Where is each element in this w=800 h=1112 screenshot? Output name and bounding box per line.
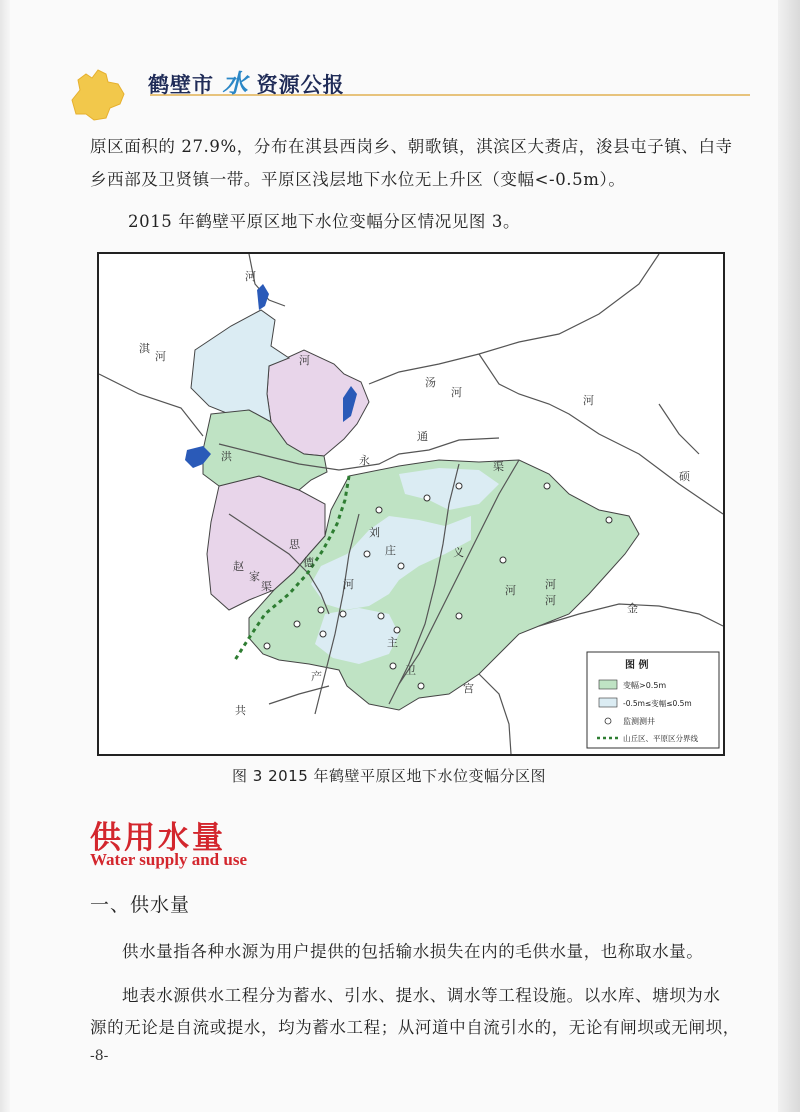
header-title-prefix: 鹤壁市	[148, 73, 214, 97]
figure-caption: 图 3 2015 年鹤壁平原区地下水位变幅分区图	[232, 767, 547, 785]
map-label-jia: 家	[249, 570, 260, 583]
legend-swatch-stable	[599, 698, 617, 707]
map-label-liu: 刘	[369, 526, 380, 539]
groundwater-zoning-map	[97, 252, 725, 756]
body-line-1: 原区面积的 27.9%，分布在淇县西岗乡、朝歌镇，淇滨区大赉店，浚县屯子镇、白寺	[90, 137, 733, 156]
map-label-qu: 渠	[493, 460, 504, 473]
map-label-yi: 义	[453, 546, 464, 559]
section-paragraph-1: 供水量指各种水源为用户提供的包括输水损失在内的毛供水量，也称取水量。	[122, 942, 704, 961]
map-label-jin: 金	[627, 602, 638, 615]
map-label-tong: 通	[417, 430, 428, 443]
map-label-qu2: 渠	[261, 580, 272, 593]
map-label-gong: 共	[235, 704, 246, 717]
map-label-zhu: 主	[387, 636, 398, 649]
page-edge-left	[0, 0, 10, 1112]
header-title-water: 水	[222, 69, 249, 98]
legend-swatch-rise	[599, 680, 617, 689]
map-label-he7: 河	[343, 578, 354, 591]
section-subtitle: Water supply and use	[90, 850, 247, 869]
hebi-map-logo-icon	[62, 60, 136, 126]
map-label-yang: 汤	[425, 376, 436, 389]
header-title	[148, 64, 345, 100]
legend-label-rise: 变幅>0.5m	[623, 681, 667, 690]
map-label-he6: 河	[505, 584, 516, 597]
sub-heading: 一、供水量	[90, 894, 191, 916]
map-label-heng: 洪	[221, 450, 232, 463]
map-label-chan: 产	[311, 670, 322, 683]
header-title-suffix: 资源公报	[256, 73, 345, 97]
map-legend	[587, 652, 719, 748]
map-label-de: 德	[303, 556, 314, 569]
map-label-he5: 河	[583, 394, 594, 407]
legend-label-boundary: 山丘区、平原区分界线	[623, 734, 698, 743]
map-label-wei: 卫	[405, 664, 416, 677]
map-label-he9: 河	[545, 578, 556, 591]
section-paragraph-3: 源的无论是自流或提水，均为蓄水工程；从河道中自流引水的，无论有闸坝或无闸坝，	[90, 1018, 740, 1037]
legend-title: 图 例	[625, 660, 649, 671]
map-label-gong2: 宫	[463, 682, 474, 695]
map-label-he2: 河	[155, 350, 166, 363]
legend-label-well: 监测测井	[623, 717, 655, 726]
page-edge-right	[778, 0, 800, 1112]
body-line-3: 2015 年鹤壁平原区地下水位变幅分区情况见图 3。	[128, 212, 521, 231]
map-label-zhuang: 庄	[385, 544, 396, 557]
map-label-yong: 永	[359, 454, 370, 467]
map-label-zhao: 赵	[233, 560, 244, 573]
map-label-he8: 河	[545, 594, 556, 607]
map-svg	[99, 254, 723, 754]
map-label-shuo: 硕	[679, 470, 690, 483]
map-label-qi: 淇	[139, 342, 150, 355]
legend-label-stable: -0.5m≤变幅≤0.5m	[623, 699, 692, 708]
page-header	[62, 54, 752, 124]
section-title: 供用水量	[90, 820, 226, 856]
map-label-he3: 河	[299, 354, 310, 367]
page-number: -8-	[90, 1048, 109, 1064]
map-label-si: 思	[289, 538, 300, 551]
body-line-2: 乡西部及卫贤镇一带。平原区浅层地下水位无上升区（变幅<-0.5m）。	[90, 170, 626, 189]
legend-well-icon	[605, 718, 611, 724]
map-label-he1: 河	[245, 270, 256, 283]
map-label-he4: 河	[451, 386, 462, 399]
section-paragraph-2: 地表水源供水工程分为蓄水、引水、提水、调水等工程设施。以水库、塘坝为水	[122, 986, 721, 1005]
